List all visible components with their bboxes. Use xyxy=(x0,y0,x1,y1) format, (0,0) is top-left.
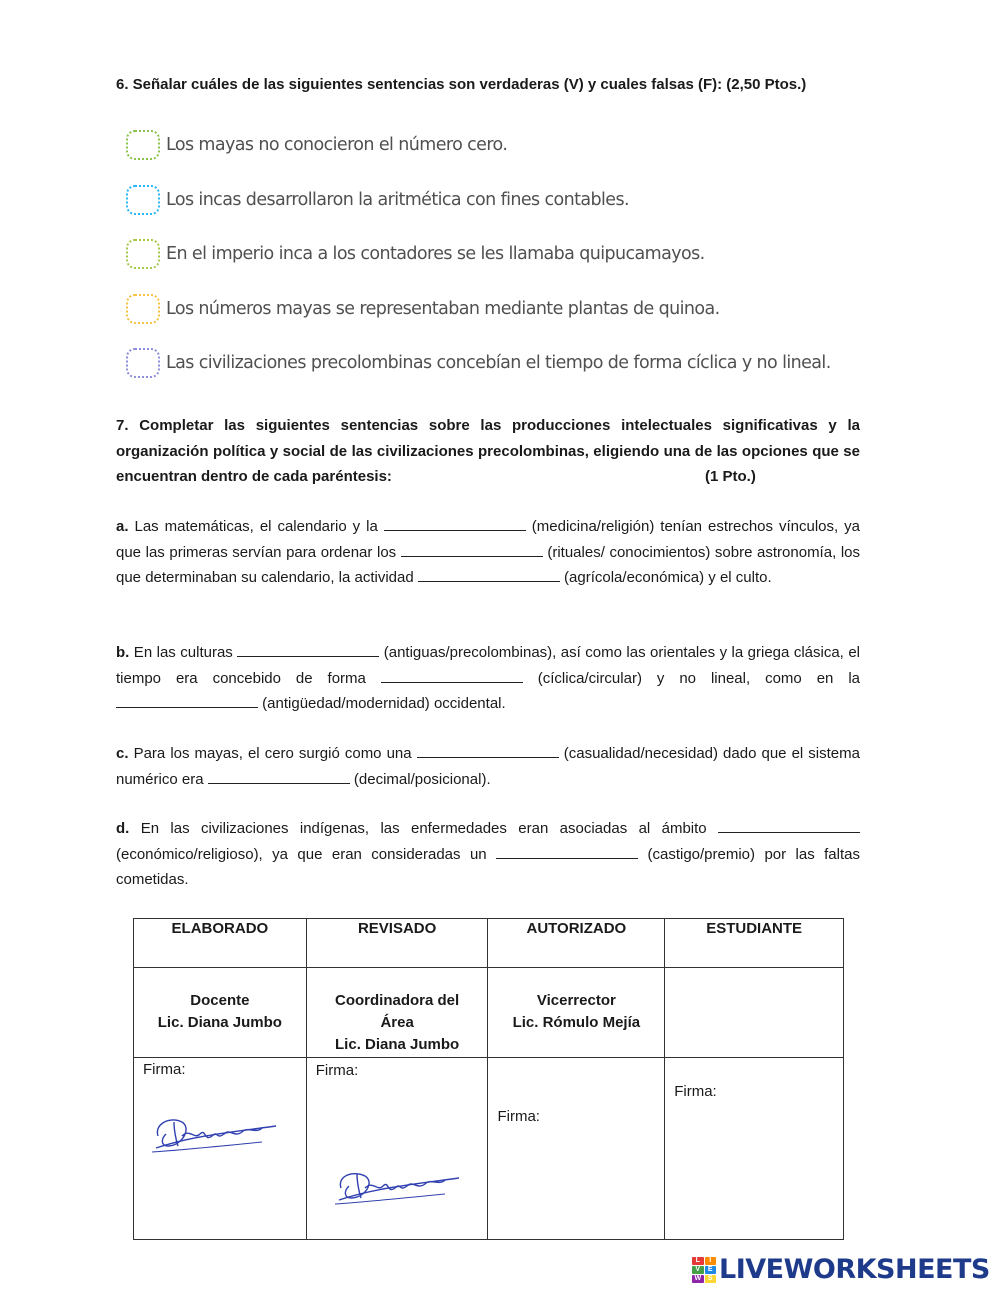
statement-text: Los mayas no conocieron el número cero. xyxy=(166,135,508,156)
true-false-list xyxy=(126,118,906,391)
statement-text: Las civilizaciones precolombinas concebían el tiempo de forma cíclica y no lineal. xyxy=(166,353,831,374)
blank-d1[interactable] xyxy=(718,818,860,833)
role-line: Lic. Diana Jumbo xyxy=(335,1036,460,1053)
handwritten-signature xyxy=(335,1162,465,1212)
firma-label: Firma: xyxy=(143,1061,186,1078)
blank-b3[interactable] xyxy=(116,693,258,708)
blank-c1[interactable] xyxy=(417,743,559,758)
role-cell xyxy=(665,968,844,1058)
tf-item xyxy=(126,118,906,173)
para-text: Las matemáticas, el calendario y la xyxy=(128,518,384,535)
signature-cell xyxy=(488,1058,665,1240)
logo-letter: I xyxy=(705,1257,717,1265)
blank-a2[interactable] xyxy=(401,542,543,557)
paragraph-a xyxy=(116,514,860,591)
tf-item xyxy=(126,282,906,337)
para-label: b. xyxy=(116,644,130,661)
firma-label: Firma: xyxy=(315,1062,359,1079)
role-line: Coordinadora del xyxy=(335,992,460,1009)
role-line: Lic. Rómulo Mejía xyxy=(512,1014,641,1031)
question-7-title xyxy=(116,413,860,490)
para-text: (cíclica/circular) y no lineal, como en la xyxy=(522,669,861,687)
para-text: (casualidad/necesidad) dado que el sistema numérico era xyxy=(116,745,860,788)
signature-table xyxy=(133,918,844,1240)
signature-cell xyxy=(306,1058,488,1240)
para-text: (agrícola/económica) y el culto. xyxy=(559,569,772,586)
logo-letter: V xyxy=(692,1266,704,1274)
para-label: d. xyxy=(116,820,130,837)
logo-letter: L xyxy=(692,1257,704,1265)
header-cell: AUTORIZADO xyxy=(488,919,665,968)
blank-a1[interactable] xyxy=(384,516,526,531)
para-text: (económico/religioso), ya que eran consideradas un xyxy=(116,845,497,863)
statement-text: En el imperio inca a los contadores se les llamaba quipucamayos. xyxy=(166,244,705,265)
signature-cell xyxy=(134,1058,307,1240)
header-cell: ELABORADO xyxy=(134,919,307,968)
answer-box-3[interactable] xyxy=(126,239,160,269)
blank-a3[interactable] xyxy=(418,567,560,582)
question-7-points: (1 Pto.) xyxy=(705,468,756,485)
blank-b1[interactable] xyxy=(237,642,379,657)
logo-text: LIVEWORKSHEETS xyxy=(719,1254,990,1285)
paragraph-d xyxy=(116,816,860,893)
para-text: (antigüedad/modernidad) occidental. xyxy=(258,695,506,712)
question-6-title: 6. Señalar cuáles de las siguientes sentencias son verdaderas (V) y cuales falsas (F): (2,50 Ptos.) xyxy=(116,76,807,93)
para-text: En las culturas xyxy=(129,644,238,661)
role-line: Lic. Diana Jumbo xyxy=(157,1014,282,1031)
para-label: c. xyxy=(116,745,129,762)
blank-c2[interactable] xyxy=(208,769,350,784)
para-text: Para los mayas, el cero surgió como una xyxy=(128,745,417,762)
header-cell: REVISADO xyxy=(306,919,488,968)
blank-d2[interactable] xyxy=(496,844,638,859)
role-line: Área xyxy=(380,1014,414,1031)
logo-letter: S xyxy=(705,1275,717,1283)
para-text: (antiguas/precolombinas), así como las orientales y la griega clásica, el tiempo era concebido de forma xyxy=(116,644,860,687)
statement-text: Los incas desarrollaron la aritmética con fines contables. xyxy=(166,189,629,210)
paragraph-c xyxy=(116,741,860,792)
role-cell xyxy=(134,968,307,1058)
answer-box-5[interactable] xyxy=(126,348,160,378)
tf-item xyxy=(126,227,906,282)
para-text: (decimal/posicional). xyxy=(349,770,491,788)
table-header-row xyxy=(134,919,844,968)
blank-b2[interactable] xyxy=(381,668,523,683)
logo-letter: E xyxy=(705,1266,717,1274)
logo-letter: W xyxy=(692,1275,704,1283)
role-cell xyxy=(488,968,665,1058)
para-text: (castigo/premio) por las faltas cometidas. xyxy=(116,845,860,888)
answer-box-4[interactable] xyxy=(126,294,160,324)
answer-box-1[interactable] xyxy=(126,130,160,160)
role-line: Vicerrector xyxy=(536,992,616,1009)
firma-label: Firma: xyxy=(497,1108,540,1125)
role-cell xyxy=(306,968,488,1058)
para-label: a. xyxy=(116,518,129,535)
question-7-text: 7. Completar las siguientes sentencias sobre las producciones intelectuales significativas y la organización política y social de las civilizaciones precolombinas, eligiendo una de las opciones que se encuentran dentro de cada paréntesis: xyxy=(116,417,860,485)
role-line: Docente xyxy=(190,992,250,1009)
signature-cell xyxy=(665,1058,844,1240)
firma-label: Firma: xyxy=(674,1083,717,1100)
handwritten-signature xyxy=(152,1106,282,1162)
paragraph-b xyxy=(116,640,860,717)
table-signature-row xyxy=(134,1058,844,1240)
para-text: (medicina/religión) tenían estrechos vínculos, ya que las primeras servían para ordenar los xyxy=(116,518,860,561)
tf-item xyxy=(126,336,906,391)
tf-item xyxy=(126,173,906,228)
statement-text: Los números mayas se representaban mediante plantas de quinoa. xyxy=(166,298,720,319)
para-text: (rituales/ conocimientos) sobre astronomía, los que determinaban su calendario, la actividad xyxy=(116,543,861,586)
para-text: En las civilizaciones indígenas, las enfermedades eran asociadas al ámbito xyxy=(129,820,718,837)
header-cell: ESTUDIANTE xyxy=(665,919,844,968)
table-roles-row xyxy=(134,968,844,1058)
answer-box-2[interactable] xyxy=(126,185,160,215)
logo-icon xyxy=(692,1257,716,1283)
liveworksheets-logo xyxy=(692,1254,990,1285)
